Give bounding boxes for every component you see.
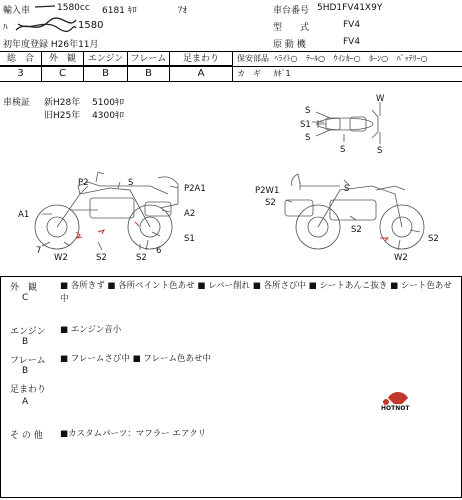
- equip-key-count: ｶｷﾞ1: [273, 69, 291, 78]
- diag-left-a2: A2: [184, 209, 196, 219]
- diag-left-p2: P2: [78, 178, 89, 188]
- remark-frame-label: フレーム: [10, 356, 46, 366]
- frame-no: 5HD1FV41X9Y: [317, 3, 383, 13]
- remark-other-text: ■カスタムパーツ：マフラー エアクリ: [60, 429, 207, 439]
- inspection-label: 車検証: [3, 98, 31, 108]
- first-registration: 初年度登録 H26年11月: [3, 40, 99, 50]
- remark-engine-label: エンジン: [10, 327, 46, 337]
- diag-top-s5: S: [377, 146, 383, 156]
- diag-left-s: S: [128, 178, 134, 188]
- bike-left-view: [35, 172, 178, 249]
- diag-right-s2a: S2: [265, 198, 276, 208]
- diag-top-s2: S1: [300, 120, 311, 130]
- type-label: 型 式: [273, 23, 310, 33]
- damage-marks: [76, 222, 388, 241]
- displacement: 1580cc: [57, 3, 90, 13]
- model-name: 1580: [78, 20, 104, 31]
- remark-frame-grade: B: [22, 366, 29, 376]
- equip-horn: ﾎｰﾝ○: [369, 54, 389, 63]
- redaction-mark: [34, 2, 56, 10]
- diag-right-s2c: S2: [428, 234, 439, 244]
- bike-right-view: [285, 174, 424, 249]
- equip-key: カ ギ: [237, 69, 261, 78]
- remark-exterior-label: 外 観: [10, 283, 38, 293]
- diag-top-s4: S: [340, 145, 346, 155]
- remark-suspension-label: 足まわり: [10, 385, 47, 395]
- diag-right-w2: W2: [394, 253, 408, 263]
- diag-left-w2: W2: [54, 253, 68, 263]
- color: ｱｵ: [178, 6, 188, 16]
- hotnot-logo: [378, 388, 418, 412]
- remark-suspension-grade: A: [22, 397, 29, 407]
- model-name-partial: ﾊ: [3, 23, 8, 33]
- remark-other-label: そ の 他: [10, 431, 43, 441]
- mileage: 6181 ｷﾛ: [102, 6, 137, 16]
- inspection-new: 新H28年 5100ｷﾛ: [44, 98, 124, 108]
- remark-engine-text: ■ エンジン音小: [60, 325, 122, 335]
- equip-headlight: ﾍﾗｲﾄ○: [274, 54, 298, 63]
- diag-left-6: 6: [156, 246, 162, 256]
- remark-engine-grade: B: [22, 337, 29, 347]
- diag-top-s3: S: [305, 133, 311, 143]
- grade-overall: 総 合 3: [0, 52, 42, 81]
- diag-right-p2w1: P2W1: [255, 186, 280, 196]
- diag-left-p2a1: P2A1: [184, 184, 206, 194]
- equipment-row-2: [237, 67, 291, 81]
- diag-right-s2b: S2: [351, 225, 362, 235]
- grade-frame: フレーム B: [128, 52, 170, 81]
- equipment-row-1: 保安部品 ﾍﾗｲﾄ○ ﾃｰﾙ○ ｳｲﾝｶｰ○ ﾎｰﾝ○ ﾊﾞｯﾃﾘｰ○: [237, 54, 428, 63]
- type-value: FV4: [343, 20, 361, 30]
- diag-left-a1: A1: [18, 210, 30, 220]
- frame-no-label: 車台番号: [273, 6, 310, 16]
- equip-winker: ｳｲﾝｶｰ○: [333, 54, 361, 63]
- safety-equipment: [233, 52, 462, 81]
- grade-exterior: 外 観 C: [42, 52, 84, 81]
- grade-engine: エンジン B: [84, 52, 128, 81]
- remark-exterior-grade: C: [22, 293, 29, 303]
- engine-value: FV4: [343, 37, 361, 47]
- grade-suspension: 足まわり A: [170, 52, 233, 81]
- damage-diagram: [0, 82, 462, 272]
- inspection-old: 旧H25年 4300ｷﾛ: [44, 111, 124, 121]
- diag-left-s1: S1: [184, 234, 195, 244]
- diag-left-s2a: S2: [96, 253, 107, 263]
- remark-frame-text: ■ フレームさび中 ■ フレーム色あせ中: [60, 354, 211, 364]
- diag-top-w: W: [376, 94, 385, 104]
- diag-right-s: S: [344, 184, 350, 194]
- import-label: 輸入車: [3, 6, 31, 16]
- diag-top-s1: S: [305, 106, 311, 116]
- remark-exterior-text: ■ 各所きず ■ 各所ペイント色あせ ■ レバー削れ ■ 各所さび中 ■ シートあんこ抜き ■ シート色あせ 中: [60, 281, 452, 304]
- equip-battery: ﾊﾞｯﾃﾘｰ○: [396, 54, 428, 63]
- redaction-scribble: [14, 16, 78, 36]
- engine-label: 原 動 機: [273, 40, 306, 50]
- equip-tail: ﾃｰﾙ○: [306, 54, 326, 63]
- diag-left-7: 7: [36, 246, 42, 256]
- svg-text:HOTNOT: HOTNOT: [381, 405, 410, 412]
- diag-left-s2b: S2: [136, 253, 147, 263]
